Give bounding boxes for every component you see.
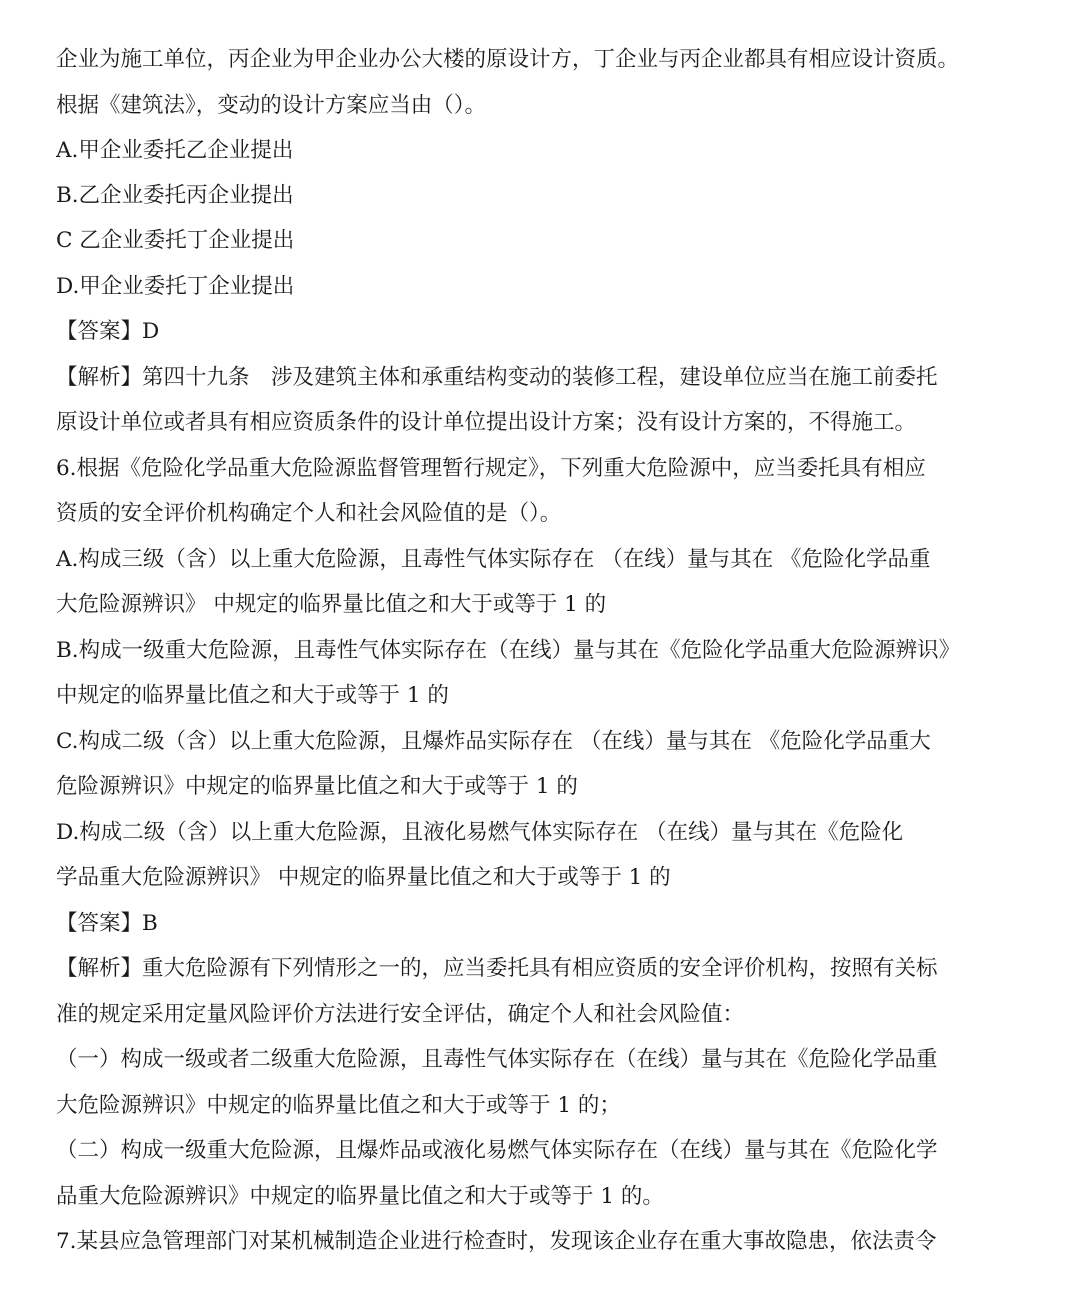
question-6: 6.根据《危险化学品重大危险源监督管理暂行规定》，下列重大危险源中，应当委托具有相应	[56, 456, 926, 481]
text-line: 根据《建筑法》，变动的设计方案应当由（）。	[56, 93, 487, 118]
text-line: 企业为施工单位，丙企业为甲企业办公大楼的原设计方，丁企业与丙企业都具有相应设计资质。	[56, 47, 960, 72]
option-b-cont: 中规定的临界量比值之和大于或等于 1 的	[56, 683, 449, 708]
answer-label: 【答案】D	[56, 319, 160, 344]
option-c: C.构成二级（含）以上重大危险源，且爆炸品实际存在 （在线）量与其在 《危险化学品重大	[56, 729, 931, 754]
option-b: B.乙企业委托丙企业提出	[56, 183, 294, 208]
option-d: D.构成二级（含）以上重大危险源，且液化易燃气体实际存在 （在线）量与其在《危险化	[56, 820, 904, 845]
option-d: D.甲企业委托丁企业提出	[56, 274, 295, 299]
option-a: A.构成三级（含）以上重大危险源，且毒性气体实际存在 （在线）量与其在 《危险化学品重	[56, 547, 931, 572]
explanation-line: 【解析】第四十九条 涉及建筑主体和承重结构变动的装修工程，建设单位应当在施工前委托	[56, 365, 938, 390]
answer-label: 【答案】B	[56, 911, 158, 936]
explanation-line: 原设计单位或者具有相应资质条件的设计单位提出设计方案；没有设计方案的，不得施工。	[56, 410, 917, 435]
explanation-line: 【解析】重大危险源有下列情形之一的，应当委托具有相应资质的安全评价机构，按照有关标	[56, 956, 938, 981]
option-c-cont: 危险源辨识》中规定的临界量比值之和大于或等于 1 的	[56, 774, 578, 799]
option-d-cont: 学品重大危险源辨识》 中规定的临界量比值之和大于或等于 1 的	[56, 865, 671, 890]
option-c: C 乙企业委托丁企业提出	[56, 228, 295, 253]
explanation-item-1: （一）构成一级或者二级重大危险源，且毒性气体实际存在（在线）量与其在《危险化学品重	[56, 1047, 938, 1072]
option-a-cont: 大危险源辨识》 中规定的临界量比值之和大于或等于 1 的	[56, 592, 607, 617]
question-7: 7.某县应急管理部门对某机械制造企业进行检查时，发现该企业存在重大事故隐患，依法责令	[56, 1229, 937, 1254]
option-b: B.构成一级重大危险源，且毒性气体实际存在（在线）量与其在《危险化学品重大危险源辨识》	[56, 638, 961, 663]
explanation-item-1-cont: 大危险源辨识》中规定的临界量比值之和大于或等于 1 的；	[56, 1093, 621, 1118]
question-6-cont: 资质的安全评价机构确定个人和社会风险值的是（）。	[56, 501, 562, 526]
option-a: A.甲企业委托乙企业提出	[56, 138, 294, 163]
explanation-item-2: （二）构成一级重大危险源，且爆炸品或液化易燃气体实际存在（在线）量与其在《危险化学	[56, 1138, 938, 1163]
explanation-line: 准的规定采用定量风险评价方法进行安全评估，确定个人和社会风险值：	[56, 1002, 745, 1027]
explanation-item-2-cont: 品重大危险源辨识》中规定的临界量比值之和大于或等于 1 的。	[56, 1184, 664, 1209]
